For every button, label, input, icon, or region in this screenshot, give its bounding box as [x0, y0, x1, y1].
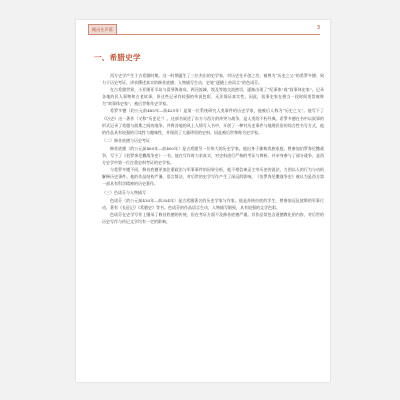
paragraph: 色诺芬在史学写作上继承了修昔底德的传统，但在考证方面不及修昔底德严谨。其作品常包含道德教化的内容，对后世的历史写作与传记文学均有一定的影响。 — [102, 211, 324, 224]
paragraph: 西方史学产生于古希腊时期。这一时期诞生了三位杰出的史学家，对历史先开创之功，被尊为“历史之父”的希罗多德；致力于历史考证、讲求撰述真实的修昔底德；人物描写生动、史笔“逐随上帝而言”的色诺芬。 — [102, 73, 324, 86]
paragraph: 在古希腊世界，小亚细亚半岛与爱琴海诸岛，两河流域，埃及等地交流密切，逐渐出现了“纪事体”或“叙事体史家”。记录各地的民人事物和古老故事，但这些记录有较强的传说色彩，无法保证真实性。因此，叙事史家在相当一段时间里常被称为“故事体史家”，被后世称作史学家。 — [102, 87, 324, 107]
page-header — [88, 24, 320, 35]
body-text — [102, 72, 324, 225]
section-title: 一、希腊史学 — [94, 53, 141, 62]
running-header-tab: 概况先声篇 — [88, 24, 117, 35]
paragraph: 色诺芬（约公元前430年—前354年）是古希腊著名的历史学家与作家。他是苏格拉底的学生，曾参加远征波斯的军事行动，著有《长征记》《希腊史》等书。色诺芬的作品语言生动，人物描写细致，具有较强的文学色彩。 — [102, 197, 324, 210]
subsection-heading: （二）修昔底德与历史考证 — [102, 138, 150, 144]
paragraph: 希罗多德（约公元前485年—前425年）是第一位系统研究人类事件的历史学家，他被后人称为“历史之父”。他写下了《历史》这一著作（又称“历史记”）。这部书叙述了东方与西方的冲突与战争，是人类的不朽经典。希罗多德在书中以叙事的形式记录了希腊与波斯之间的战争，并将各地的风土人情写入书中，开创了一种对历史事件与地理民俗的综合性书写方式，他的作品具有较强的可读性与趣味性，并保留了大量珍贵的史料，因此被后世尊称为史学家。 — [102, 108, 324, 135]
paragraph: 修昔底德（约公元前460年—前400年）是古希腊另一位伟大的历史学家。他出身于雅典贵族家庭，曾参加伯罗奔尼撒战争，写下了《伯罗奔尼撒战争史》一书。他在写作时力求真实，对史料进行严格的考证与辨析，并亲身参与了部分战争，是西方史学中第一位注重史料考证的史学家。 — [102, 145, 324, 166]
document-page — [76, 20, 330, 382]
subsection-heading: （三）色诺芬与人物描写 — [102, 190, 146, 195]
page-number: 3 — [316, 25, 320, 31]
paragraph: 与希罗多德不同，修昔底德更加注重政治与军事事件的因果分析，他不相信神灵主宰历史的说法，力图以人的行为与动机解释历史事件。他的作品结构严谨，语言简洁，对后世的史学写作产生了深远的影响。《伯罗奔尼撒战争史》被认为是西方第一部具有科学精神的历史著作。 — [102, 167, 324, 187]
